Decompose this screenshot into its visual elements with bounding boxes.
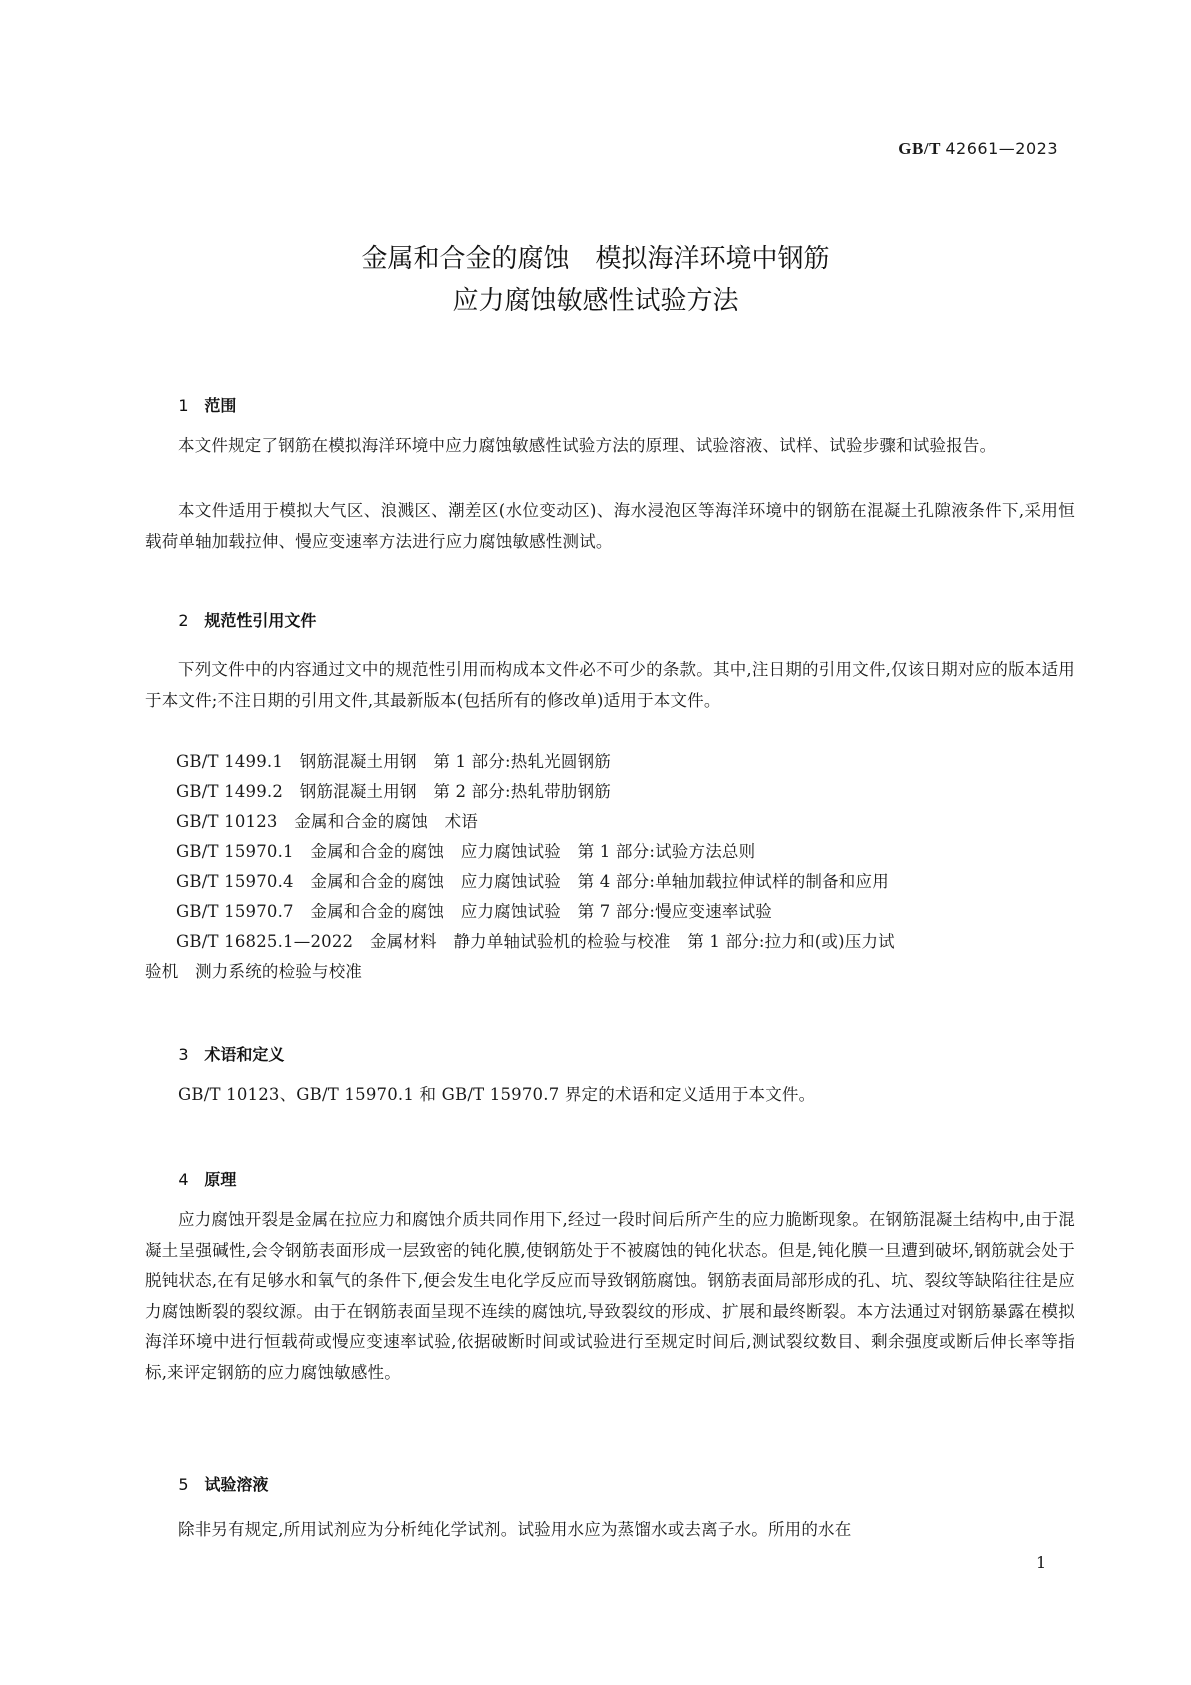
- section-number: 5: [178, 1475, 189, 1494]
- section-title: 术语和定义: [204, 1045, 285, 1064]
- reference-item: GB/T 10123 金属和合金的腐蚀 术语: [176, 812, 479, 831]
- section-heading-3: [145, 1023, 284, 1084]
- title-line-1: 金属和合金的腐蚀 模拟海洋环境中钢筋: [361, 244, 830, 274]
- reference-item: GB/T 16825.1—2022 金属材料 静力单轴试验机的检验与校准 第 1 部分:拉力和(或)压力试: [176, 932, 895, 951]
- section-title: 试验溶液: [204, 1475, 269, 1494]
- reference-item-continuation: 验机 测力系统的检验与校准: [145, 962, 363, 981]
- reference-item: GB/T 15970.7 金属和合金的腐蚀 应力腐蚀试验 第 7 部分:慢应变速率试验: [176, 902, 772, 921]
- section-number: 3: [178, 1045, 189, 1064]
- section-heading-1: [145, 374, 236, 435]
- reference-item: GB/T 1499.1 钢筋混凝土用钢 第 1 部分:热轧光圆钢筋: [176, 752, 611, 771]
- section-number: 4: [178, 1170, 189, 1189]
- standard-prefix: GB/T: [898, 139, 941, 158]
- section-title: 原理: [204, 1170, 237, 1189]
- page-number: 1: [1036, 1553, 1047, 1572]
- section-number: 1: [178, 396, 189, 415]
- paragraph: 除非另有规定,所用试剂应为分析纯化学试剂。试验用水应为蒸馏水或去离子水。所用的水在: [178, 1520, 852, 1539]
- paragraph: GB/T 10123、GB/T 15970.1 和 GB/T 15970.7 界定的术语和定义适用于本文件。: [178, 1085, 816, 1104]
- reference-item: GB/T 1499.2 钢筋混凝土用钢 第 2 部分:热轧带肋钢筋: [176, 782, 611, 801]
- paragraph: 应力腐蚀开裂是金属在拉应力和腐蚀介质共同作用下,经过一段时间后所产生的应力脆断现象。在钢筋混凝土结构中,由于混凝土呈强碱性,会令钢筋表面形成一层致密的钝化膜,使钢筋处于不被腐蚀的钝化状态。但是,钝化膜一旦遭到破坏,钢筋就会处于脱钝状态,在有足够水和氧气的条件下,便会发生电化学反应而导致钢筋腐蚀。钢筋表面局部形成的孔、坑、裂纹等缺陷往往是应力腐蚀断裂的裂纹源。由于在钢筋表面呈现不连续的腐蚀坑,导致裂纹的形成、扩展和最终断裂。本方法通过对钢筋暴露在模拟海洋环境中进行恒载荷或慢应变速率试验,依据破断时间或试验进行至规定时间后,测试裂纹数目、剩余强度或断后伸长率等指标,来评定钢筋的应力腐蚀敏感性。: [145, 1210, 1075, 1382]
- section-number: 2: [178, 611, 189, 630]
- section-heading-5: [145, 1453, 268, 1514]
- reference-item: GB/T 15970.4 金属和合金的腐蚀 应力腐蚀试验 第 4 部分:单轴加载拉伸试样的制备和应用: [176, 872, 889, 891]
- paragraph: 下列文件中的内容通过文中的规范性引用而构成本文件必不可少的条款。其中,注日期的引用文件,仅该日期对应的版本适用于本文件;不注日期的引用文件,其最新版本(包括所有的修改单)适用于本文件。: [145, 660, 1075, 710]
- document-title: [0, 238, 1191, 322]
- standard-number: 42661—2023: [945, 139, 1058, 158]
- section-heading-4: [145, 1148, 236, 1209]
- section-title: 规范性引用文件: [204, 611, 317, 630]
- section-title: 范围: [204, 396, 237, 415]
- paragraph: 本文件规定了钢筋在模拟海洋环境中应力腐蚀敏感性试验方法的原理、试验溶液、试样、试验步骤和试验报告。: [178, 436, 997, 455]
- title-line-2: 应力腐蚀敏感性试验方法: [452, 286, 739, 316]
- section-heading-2: [145, 589, 316, 650]
- standard-code: [898, 139, 1058, 159]
- paragraph: 本文件适用于模拟大气区、浪溅区、潮差区(水位变动区)、海水浸泡区等海洋环境中的钢筋在混凝土孔隙液条件下,采用恒载荷单轴加载拉伸、慢应变速率方法进行应力腐蚀敏感性测试。: [145, 501, 1075, 551]
- reference-item: GB/T 15970.1 金属和合金的腐蚀 应力腐蚀试验 第 1 部分:试验方法总则: [176, 842, 756, 861]
